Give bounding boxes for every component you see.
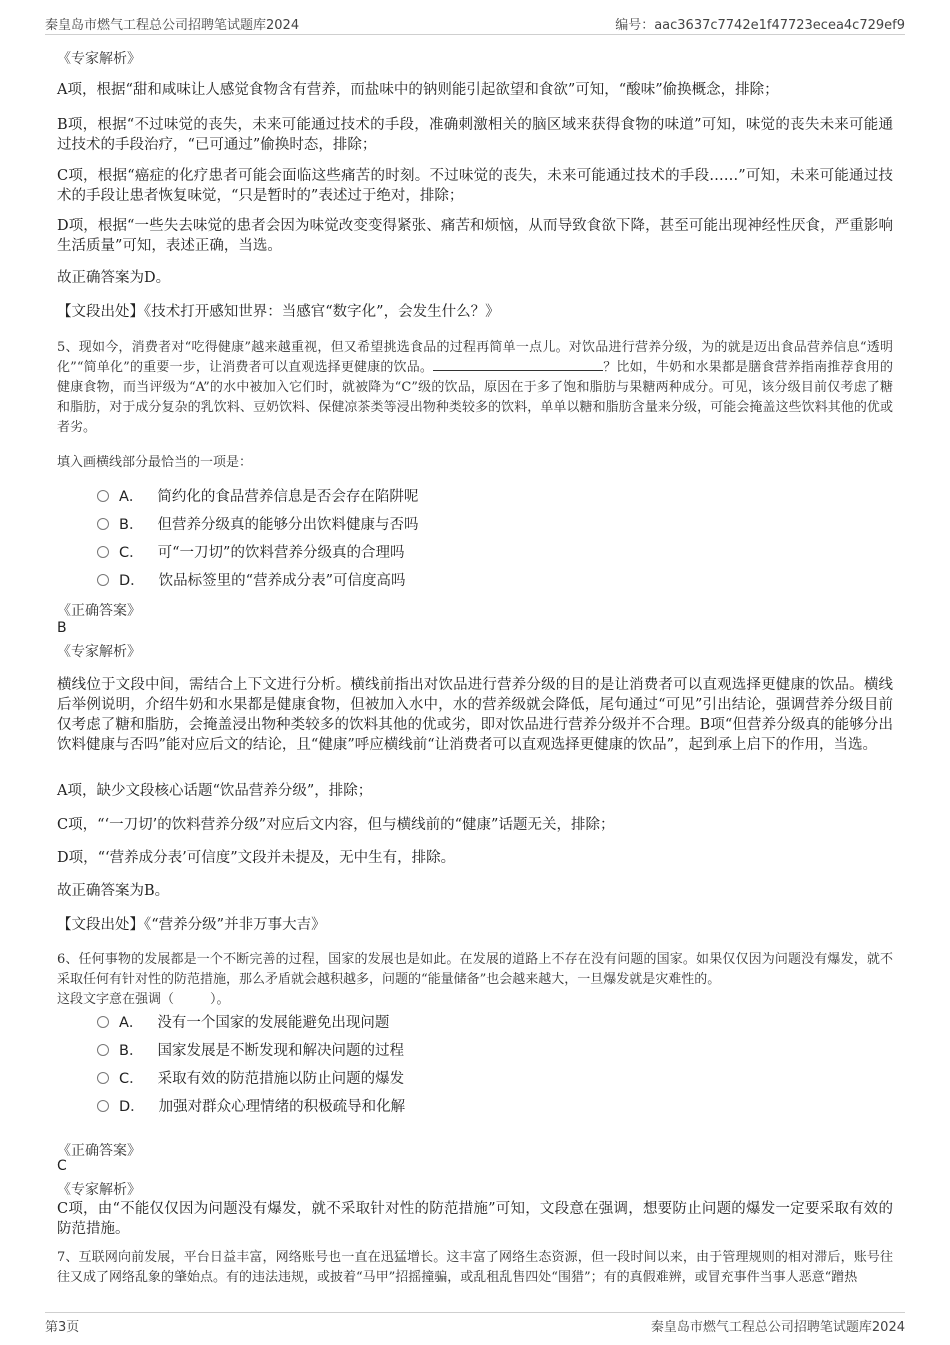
q5-source: 【文段出处】《“营养分级”并非万事大吉》 <box>57 917 326 933</box>
q5-option-b[interactable]: B． 但营养分级真的能够分出饮料健康与否吗 <box>97 515 418 535</box>
q7-stem: 7、互联网向前发展，平台日益丰富，网络账号也一直在迅猛增长。这丰富了网络生态资源，但一段时间以来，由于管理规则的相对滞后，账号往往又成了网络乱象的肇始点。有的违法违规，或披着“马甲”招摇撞骗，或乱租乱售四处“围猎”；有的真假难辨，或冒充事件当事人恶意“蹭热 <box>57 1250 893 1285</box>
q5-answer: B <box>57 620 67 636</box>
q6-option-a[interactable]: A． 没有一个国家的发展能避免出现问题 <box>97 1013 389 1033</box>
radio-icon[interactable] <box>97 518 109 530</box>
q4-source: 【文段出处】《技术打开感知世界：当感官“数字化”，会发生什么？》 <box>57 304 500 320</box>
radio-icon[interactable] <box>97 1100 109 1112</box>
footer-doc-title: 秦皇岛市燃气工程总公司招聘笔试题库2024 <box>650 1320 905 1335</box>
q5-stem-after: ？比如，牛奶和水果都是膳食营养指南推荐食用的健康食物，而当评级为“A”的水中被加入它们时，就被降为“C”级的饮品，原因在于多了饱和脂肪与果糖两种成分。可见，该分级目前仅考虑了糖和脂肪，对于成分复杂的乳饮料、豆奶饮料、保健凉茶类等浸出物种类较多的饮料，单单以糖和脂肪含量来分级，可能会掩盖这些饮料其他的优或者劣。 <box>57 360 893 435</box>
header-doc-title: 秦皇岛市燃气工程总公司招聘笔试题库2024 <box>45 18 300 33</box>
q4-analysis-a: A项，根据“甜和咸味让人感觉食物含有营养，而盐味中的钠则能引起欲望和食欲”可知，“酸味”偷换概念，排除； <box>57 82 779 98</box>
q4-analysis-b: B项，根据“不过味觉的丧失，未来可能通过技术的手段，准确刺激相关的脑区域来获得食物的味道”可知，味觉的丧失未来可能通过技术的手段治疗，“已可通过”偷换时态，排除； <box>57 117 893 153</box>
q5-analysis-a: A项，缺少文段核心话题“饮品营养分级”，排除； <box>57 783 373 799</box>
radio-icon[interactable] <box>97 1044 109 1056</box>
q5-answer-tag: 《正确答案》 <box>57 603 141 619</box>
radio-icon[interactable] <box>97 546 109 558</box>
q5-conclusion: 故正确答案为B。 <box>57 883 170 899</box>
header-doc-id: 编号：aac3637c7742e1f47723ecea4c729ef9 <box>615 18 905 33</box>
q5-analysis-tag: 《专家解析》 <box>57 644 141 660</box>
radio-icon[interactable] <box>97 1016 109 1028</box>
q4-analysis-d: D项，根据“一些失去味觉的患者会因为味觉改变变得紧张、痛苦和烦恼，从而导致食欲下降，甚至可能出现神经性厌食，严重影响生活质量”可知，表述正确，当选。 <box>57 218 893 254</box>
radio-icon[interactable] <box>97 1072 109 1084</box>
q4-conclusion: 故正确答案为D。 <box>57 270 171 286</box>
q5-prompt: 填入画横线部分最恰当的一项是： <box>57 455 253 470</box>
q6-option-c[interactable]: C． 采取有效的防范措施以防止问题的爆发 <box>97 1069 404 1089</box>
q4-analysis-c: C项，根据“癌症的化疗患者可能会面临这些痛苦的时刻。不过味觉的丧失，未来可能通过技术的手段……”可知，未来可能通过技术的手段让患者恢复味觉，“只是暂时的”表述过于绝对，排除； <box>57 168 893 204</box>
q5-stem-before: 5、现如今，消费者对“吃得健康”越来越重视，但又希望挑选食品的过程再简单一点儿。对饮品进行营养分级，为的就是迈出食品营养信息“透明化”“简单化”的重要一步，让消费者可以直观选择更健康的饮品。 <box>57 340 893 375</box>
q6-answer-tag: 《正确答案》 <box>57 1143 141 1159</box>
q6-answer: C <box>57 1158 67 1174</box>
q6-prompt: 这段文字意在强调（ ）。 <box>57 992 230 1007</box>
page-footer <box>45 1312 905 1335</box>
radio-icon[interactable] <box>97 574 109 586</box>
q6-option-d[interactable]: D． 加强对群众心理情绪的积极疏导和化解 <box>97 1097 405 1117</box>
q6-stem: 6、任何事物的发展都是一个不断完善的过程，国家的发展也是如此。在发展的道路上不存在没有问题的国家。如果仅仅因为问题没有爆发，就不采取任何有针对性的防范措施，那么矛盾就会越积越多，问题的“能量储备”也会越来越大，一旦爆发就是灾难性的。 <box>57 952 893 987</box>
q5-option-d[interactable]: D． 饮品标签里的“营养成分表”可信度高吗 <box>97 571 406 591</box>
q6-analysis-tag: 《专家解析》 <box>57 1182 141 1198</box>
q6-analysis: C项，由“不能仅仅因为问题没有爆发，就不采取针对性的防范措施”可知，文段意在强调，想要防止问题的爆发一定要采取有效的防范措施。 <box>57 1201 893 1237</box>
q5-analysis-d: D项，“‘营养成分表’可信度”文段并未提及，无中生有，排除。 <box>57 850 456 866</box>
q6-option-b[interactable]: B． 国家发展是不断发现和解决问题的过程 <box>97 1041 404 1061</box>
q5-analysis: 横线位于文段中间，需结合上下文进行分析。横线前指出对饮品进行营养分级的目的是让消费者可以直观选择更健康的饮品。横线后举例说明，介绍牛奶和水果都是健康食物，但被加入水中，水的营养级就会降低，尾句通过“可见”引出结论，强调营养分级目前仅考虑了糖和脂肪，会掩盖浸出物种类较多的饮料其他的优或劣，即对饮品进行营养分级并不合理。B项“但营养分级真的能够分出饮料健康与否吗”能对应后文的结论，且“健康”呼应横线前“让消费者可以直观选择更健康的饮品”，起到承上启下的作用，当选。 <box>57 677 893 753</box>
q5-fill-blank <box>433 358 603 371</box>
footer-page-number: 第3页 <box>45 1320 80 1335</box>
q5-option-a[interactable]: A． 简约化的食品营养信息是否会存在陷阱呢 <box>97 487 418 507</box>
q5-option-c[interactable]: C． 可“一刀切”的饮料营养分级真的合理吗 <box>97 543 404 563</box>
page-header <box>45 12 905 35</box>
q4-analysis-tag: 《专家解析》 <box>57 51 141 67</box>
radio-icon[interactable] <box>97 490 109 502</box>
q5-stem <box>57 338 893 438</box>
q5-analysis-c: C项，“‘一刀切’的饮料营养分级”对应后文内容，但与横线前的“健康”话题无关，排除； <box>57 817 615 833</box>
